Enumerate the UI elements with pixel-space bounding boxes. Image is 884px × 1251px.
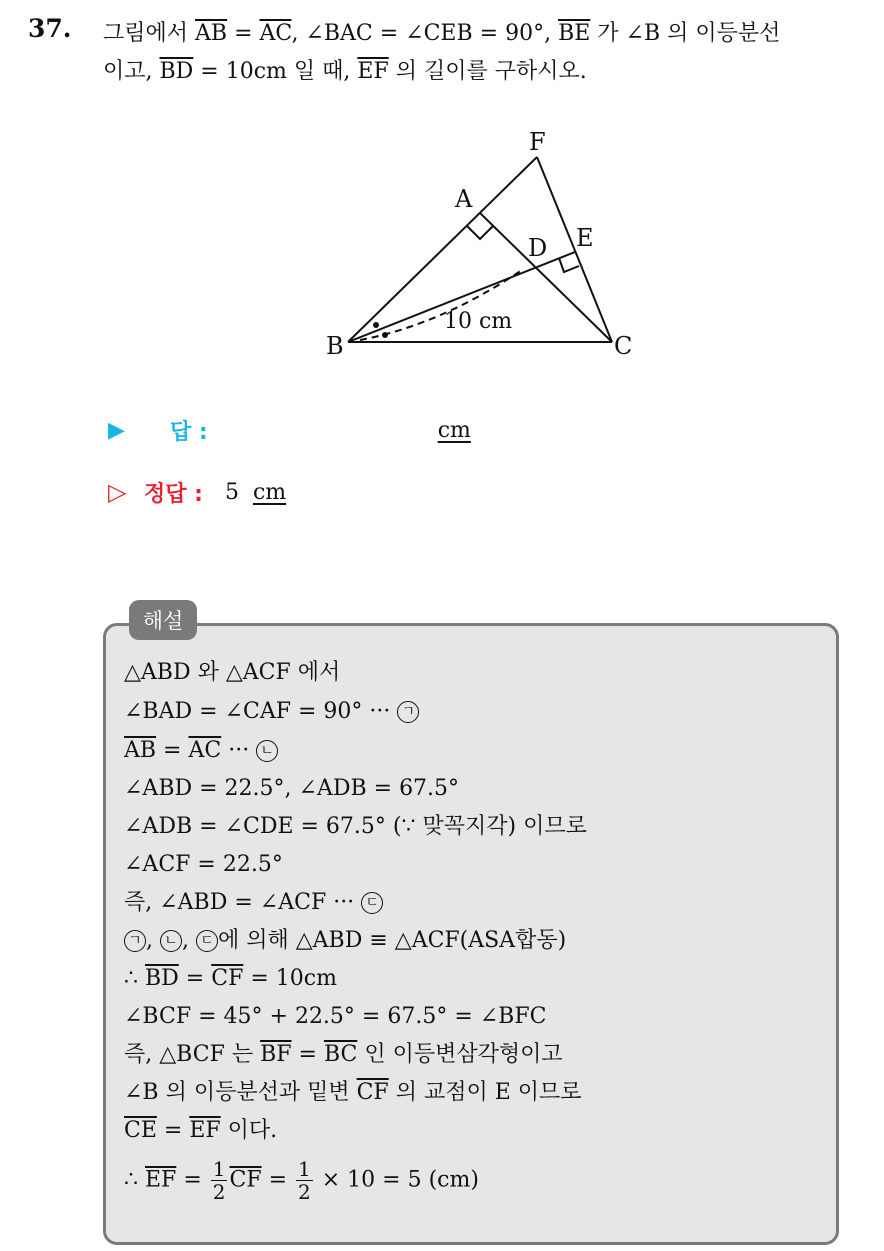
solution-line	[124, 851, 283, 879]
text: 이다.	[220, 1118, 278, 1143]
label-f: F	[529, 128, 546, 156]
text: 인 이등변삼각형이고	[357, 1042, 563, 1067]
circled-mark: ㄱ	[397, 701, 419, 723]
segment-bd: $\overline{BD}$	[159, 59, 194, 84]
segment-be: $\overline{BE}$	[558, 21, 591, 46]
answer-unit: cm	[437, 417, 471, 443]
segment: $\overline{AB}$	[124, 738, 157, 763]
question-line-2	[103, 54, 587, 85]
text: ···	[221, 738, 257, 763]
text: ∠B 의 이등분선과 밑변	[124, 1080, 357, 1105]
text: =	[156, 1118, 190, 1143]
circled-mark: ㄷ	[196, 930, 218, 952]
angle-dot-2	[382, 332, 388, 338]
denominator: 2	[298, 1180, 311, 1204]
text: 그림에서	[103, 21, 196, 46]
label-c: C	[614, 332, 633, 360]
text: = 10cm	[243, 966, 337, 991]
segment: $\overline{CE}$	[124, 1118, 157, 1143]
answer-row	[108, 410, 471, 450]
solution-line	[124, 775, 459, 803]
segment: $\overline{CF}$	[211, 966, 244, 991]
question-line-1	[103, 16, 780, 47]
solution-line	[124, 1117, 277, 1145]
text: ∠BAD = ∠CAF = 90° ···	[124, 699, 398, 724]
text: =	[176, 1167, 209, 1193]
segment: $\overline{CF}$	[356, 1080, 389, 1105]
text: =	[291, 1042, 324, 1067]
solution-line	[124, 889, 383, 917]
text: =	[178, 966, 212, 991]
solution-line	[124, 1041, 563, 1069]
right-angle-e	[559, 258, 579, 272]
correct-marker-icon: ▷	[108, 478, 127, 506]
text: ∠BCF = 45° + 22.5° = 67.5° = ∠BFC	[124, 1004, 547, 1029]
solution-line	[124, 813, 587, 841]
segment: $\overline{EF}$	[145, 1167, 177, 1193]
circled-mark: ㄱ	[124, 930, 146, 952]
circled-mark: ㄴ	[256, 740, 278, 762]
text: , ∠BAC = ∠CEB = 90°,	[291, 21, 559, 46]
correct-unit: cm	[252, 479, 287, 505]
segment: $\overline{EF}$	[189, 1118, 221, 1143]
text: ∠ADB = ∠CDE = 67.5° (∵ 맞꼭지각) 이므로	[124, 814, 587, 839]
right-angle-a	[467, 226, 493, 239]
solution-line	[124, 659, 340, 687]
denominator: 2	[212, 1180, 226, 1204]
solution-line: ㄱ , ㄴ , ㄷ 에 의해 △ABD ≡ △ACF(ASA합동)	[124, 927, 566, 955]
segment-fc	[537, 157, 612, 342]
label-d: D	[528, 234, 548, 262]
segment: $\overline{BF}$	[260, 1042, 292, 1067]
segment: $\overline{BD}$	[145, 966, 179, 991]
text: ∠ABD = 22.5°, ∠ADB = 67.5°	[124, 776, 460, 801]
fraction	[211, 1158, 228, 1203]
text: × 10 = 5 (cm)	[314, 1167, 479, 1193]
answer-marker-icon: ▶	[108, 417, 125, 443]
text: ∴	[124, 1167, 145, 1193]
label-e: E	[576, 224, 594, 252]
angle-dot-1	[373, 322, 379, 328]
solution-line	[124, 1158, 479, 1203]
text: 이고,	[103, 59, 160, 84]
numerator: 1	[298, 1157, 311, 1181]
text: 의 교점이 E 이므로	[388, 1080, 582, 1105]
label-b: B	[326, 332, 344, 360]
correct-value: 5	[224, 479, 239, 505]
correct-answer-row	[108, 472, 286, 512]
text: =	[227, 21, 260, 46]
solution-line	[124, 698, 419, 726]
solution-line	[124, 737, 278, 765]
numerator: 1	[212, 1157, 226, 1181]
fraction	[296, 1158, 313, 1203]
segment-ef: $\overline{EF}$	[357, 59, 389, 84]
text: △ABD 와 △ACF 에서	[124, 660, 341, 685]
text: 즉, △BCF 는	[124, 1042, 261, 1067]
length-label: 10 cm	[444, 309, 513, 334]
segment-ac: $\overline{AC}$	[259, 21, 292, 46]
text: 에 의해 △ABD ≡ △ACF(ASA합동)	[218, 928, 567, 953]
geometry-figure	[310, 120, 650, 370]
text: =	[156, 738, 189, 763]
solution-tab: 해설	[129, 600, 197, 640]
segment: $\overline{BC}$	[323, 1042, 358, 1067]
text: ∴	[124, 966, 145, 991]
text: = 10cm 일 때,	[193, 59, 358, 84]
answer-label: 답 :	[170, 419, 208, 445]
segment: $\overline{CF}$	[229, 1167, 262, 1193]
solution-line	[124, 965, 337, 993]
segment-ab: $\overline{AB}$	[195, 21, 228, 46]
solution-line	[124, 1003, 546, 1031]
text: 가 ∠B 의 이등분선	[590, 21, 781, 46]
text: 즉, ∠ABD = ∠ACF ···	[124, 890, 362, 915]
circled-mark: ㄷ	[361, 892, 383, 914]
text: ∠ACF = 22.5°	[124, 852, 283, 877]
problem-number: 37.	[28, 14, 72, 43]
label-a: A	[455, 185, 473, 213]
text: =	[261, 1167, 295, 1193]
text: 의 길이를 구하시오.	[388, 59, 587, 84]
solution-line	[124, 1079, 582, 1107]
correct-label: 정답 :	[144, 481, 203, 507]
circled-mark: ㄴ	[160, 930, 182, 952]
segment: $\overline{AC}$	[188, 738, 222, 763]
